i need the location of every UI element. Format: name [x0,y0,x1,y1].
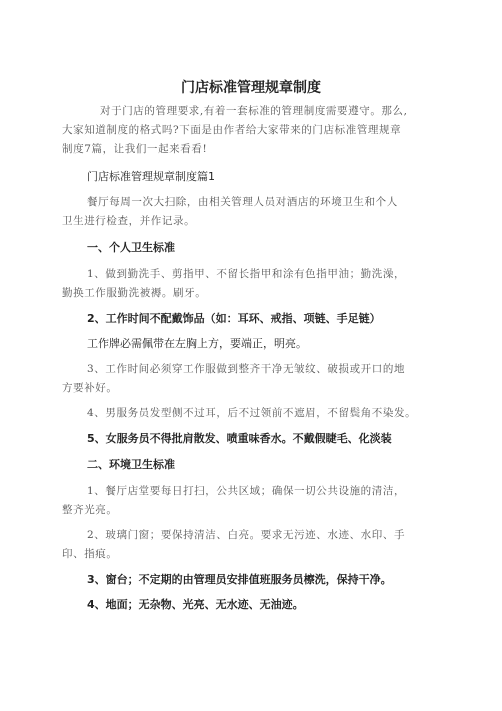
env-item-1-line-1: 1、餐厅店堂要每日打扫，公共区域；确保一切公共设施的清洁， [87,485,406,497]
item-5: 5、女服务员不得批肩散发、喷重味香水。不戴假睫毛、化淡装 [87,432,392,445]
document-title: 门店标准管理规章制度 [181,80,321,96]
env-item-1-line-2: 整齐光亮。 [62,504,118,516]
heading-environment-hygiene: 二、环境卫生标准 [87,458,175,471]
paragraph-1-line-1: 餐厅每周一次大扫除，由相关管理人员对酒店的环境卫生和个人 [87,196,398,208]
item-1-line-2: 勤换工作服勤洗被褥。刷牙。 [62,287,207,299]
section-title: 门店标准管理规章制度篇1 [87,170,215,183]
env-item-2-line-1: 2、玻璃门窗；要保持清洁、白亮。要求无污迹、水迹、水印、手 [87,529,406,541]
item-1-line-1: 1、做到勤洗手、剪指甲、不留长指甲和涂有色指甲油；勤洗澡， [87,268,406,280]
intro-line-2: 大家知道制度的格式吗?下面是由作者给大家带来的门店标准管理规章 [62,124,402,136]
env-item-3: 3、窗台；不定期的由管理员安排值班服务员檫洗，保持干净。 [87,573,392,586]
item-2-continued: 工作牌必需佩带在左胸上方，要端正，明亮。 [87,337,307,350]
intro-line-1: 对于门店的管理要求,有着一套标准的管理制度需要遵守。那么, [100,105,408,117]
env-item-2-line-2: 印、指痕。 [62,548,118,560]
item-4: 4、男服务员发型侧不过耳，后不过领前不遮眉，不留鬓角不染发。 [87,407,417,419]
paragraph-1-line-2: 卫生进行检查，并作记录。 [62,215,196,227]
item-3-line-2: 方要补好。 [62,382,118,394]
item-2: 2、工作时间不配戴饰品（如：耳环、戒指、项链、手足链） [87,312,381,325]
env-item-4: 4、地面；无杂物、光亮、无水迹、无油迹。 [87,598,304,611]
heading-personal-hygiene: 一、个人卫生标准 [87,241,175,254]
item-3-line-1: 3、工作时间必须穿工作服做到整齐干净无皱纹、破损或开口的地 [87,363,406,375]
intro-line-3: 制度7篇，让我们一起来看看! [62,143,208,155]
